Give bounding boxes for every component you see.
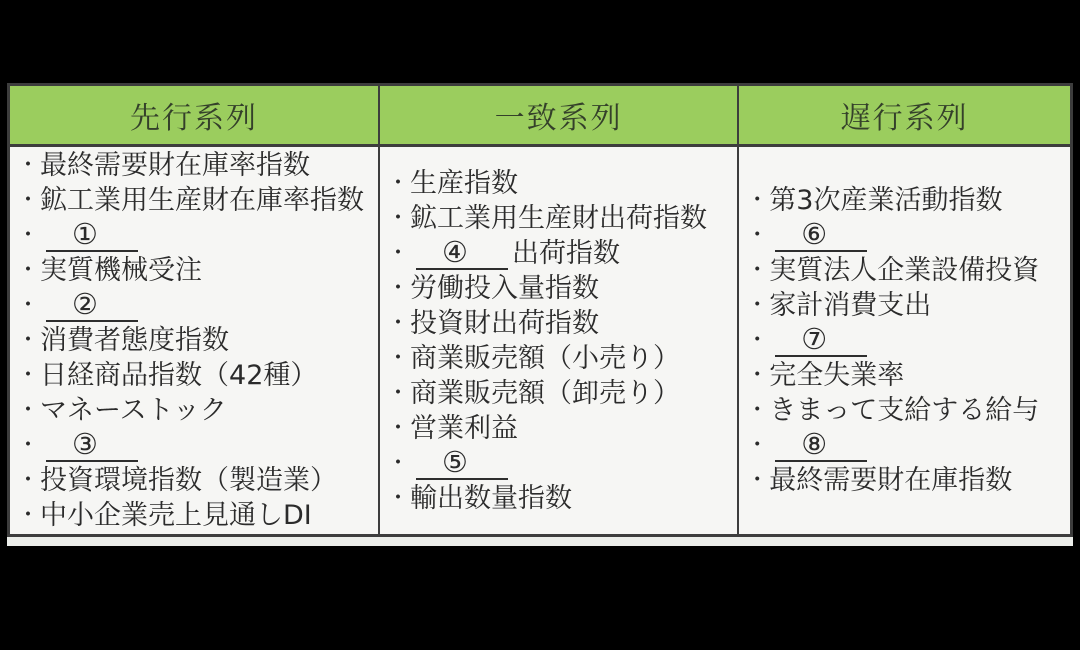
indicator-label: 出荷指数 [511, 237, 620, 269]
bullet-dot: ・ [386, 450, 409, 476]
table-header-row [10, 86, 1070, 147]
bullet-dot: ・ [746, 363, 769, 388]
bullet-dot: ・ [17, 503, 40, 528]
bullet-dot: ・ [386, 310, 409, 336]
fill-in-blank-①: ① [46, 219, 138, 252]
indicator-label: 中小企業売上見通しDI [40, 500, 312, 531]
indicator-label: 消費者態度指数 [40, 325, 230, 356]
indicator-label: 最終需要財在庫率指数 [40, 150, 311, 181]
fill-in-blank-⑥: ⑥ [775, 219, 867, 252]
indicator-item [387, 271, 737, 306]
indicator-label: 家計消費支出 [769, 290, 932, 321]
indicator-label: 投資財出荷指数 [409, 307, 599, 339]
fill-in-blank-⑤: ⑤ [416, 447, 508, 480]
indicator-item [17, 323, 378, 358]
fill-in-blank-④: ④ [416, 237, 508, 270]
indicator-item [387, 481, 737, 516]
bullet-dot: ・ [386, 415, 409, 441]
fill-in-blank-⑦: ⑦ [775, 324, 867, 357]
indicator-label: 最終需要財在庫指数 [769, 465, 1013, 496]
column-header-coincident-series: 一致系列 [380, 86, 739, 144]
bullet-dot: ・ [386, 275, 409, 301]
bullet-dot: ・ [17, 188, 40, 213]
bullet-dot: ・ [386, 205, 409, 231]
bullet-dot: ・ [746, 328, 769, 353]
indicator-label: 日経商品指数（42種） [40, 360, 318, 391]
indicator-item [387, 411, 737, 446]
column-header-lagging-series: 遅行系列 [840, 101, 969, 136]
bullet-dot: ・ [386, 485, 409, 511]
indicator-label: 鉱工業用生産財出荷指数 [409, 202, 707, 234]
indicator-item [17, 183, 378, 218]
bullet-dot: ・ [386, 345, 409, 371]
bullet-dot: ・ [17, 328, 40, 353]
bullet-dot: ・ [746, 223, 769, 248]
fill-in-blank-②: ② [46, 289, 138, 322]
indicator-item-blank [17, 428, 378, 463]
bullet-dot: ・ [17, 223, 40, 248]
indicator-label: 商業販売額（小売り） [409, 342, 680, 374]
indicator-item [746, 463, 1070, 498]
indicator-item [746, 288, 1070, 323]
bullet-dot: ・ [746, 293, 769, 318]
indicator-item-blank [17, 288, 378, 323]
indicator-item [387, 166, 737, 201]
indicator-label: 営業利益 [409, 412, 518, 444]
bullet-dot: ・ [17, 258, 40, 283]
indicator-item [17, 148, 378, 183]
bullet-dot: ・ [386, 240, 409, 266]
bullet-dot: ・ [746, 433, 769, 458]
indicator-item [387, 306, 737, 341]
indicator-label: きまって支給する給与 [769, 395, 1040, 426]
indicator-item [17, 393, 378, 428]
lagging-series-cell [739, 147, 1070, 534]
leading-series-cell [10, 147, 380, 534]
fill-in-blank-③: ③ [46, 429, 138, 462]
indicator-label: 商業販売額（卸売り） [409, 377, 680, 409]
indicator-label: 投資環境指数（製造業） [40, 465, 338, 496]
indicator-item [387, 376, 737, 411]
indicator-label: 実質機械受注 [40, 255, 203, 286]
bullet-dot: ・ [17, 293, 40, 318]
indicator-label: 完全失業率 [769, 360, 905, 391]
indicator-item [17, 463, 378, 498]
table-body-row [10, 147, 1070, 534]
bullet-dot: ・ [17, 468, 40, 493]
indicator-label: 実質法人企業設備投資 [769, 255, 1040, 286]
column-header-leading-series: 先行系列 [10, 86, 380, 144]
bullet-dot: ・ [17, 398, 40, 423]
indicator-item [17, 358, 378, 393]
indicator-label: 第3次産業活動指数 [769, 185, 1003, 216]
indicator-item [17, 253, 378, 288]
bullet-dot: ・ [386, 380, 409, 406]
fill-in-blank-⑧: ⑧ [775, 429, 867, 462]
indicator-item [746, 358, 1070, 393]
indicator-item [746, 183, 1070, 218]
indicator-label: 鉱工業用生産財在庫率指数 [40, 185, 365, 216]
indicator-item-blank [746, 218, 1070, 253]
bullet-dot: ・ [746, 188, 769, 213]
bullet-dot: ・ [746, 258, 769, 283]
indicator-item-blank [746, 428, 1070, 463]
indicator-label: マネーストック [40, 395, 227, 426]
coincident-series-cell [380, 147, 739, 534]
indicator-item [387, 341, 737, 376]
bullet-dot: ・ [17, 153, 40, 178]
indicator-item [387, 201, 737, 236]
indicator-label: 生産指数 [409, 167, 518, 199]
indicator-item-blank [387, 236, 737, 271]
indicator-label: 輸出数量指数 [409, 482, 572, 514]
indicator-item [746, 393, 1070, 428]
bullet-dot: ・ [17, 433, 40, 458]
indicator-item-blank [746, 323, 1070, 358]
indicator-series-table [7, 83, 1073, 537]
bullet-dot: ・ [386, 170, 409, 196]
indicator-item-blank [387, 446, 737, 481]
bullet-dot: ・ [746, 398, 769, 423]
indicator-item-blank [17, 218, 378, 253]
indicator-item [17, 498, 378, 533]
indicator-label: 労働投入量指数 [409, 272, 599, 304]
indicator-item [746, 253, 1070, 288]
bullet-dot: ・ [17, 363, 40, 388]
bullet-dot: ・ [746, 468, 769, 493]
